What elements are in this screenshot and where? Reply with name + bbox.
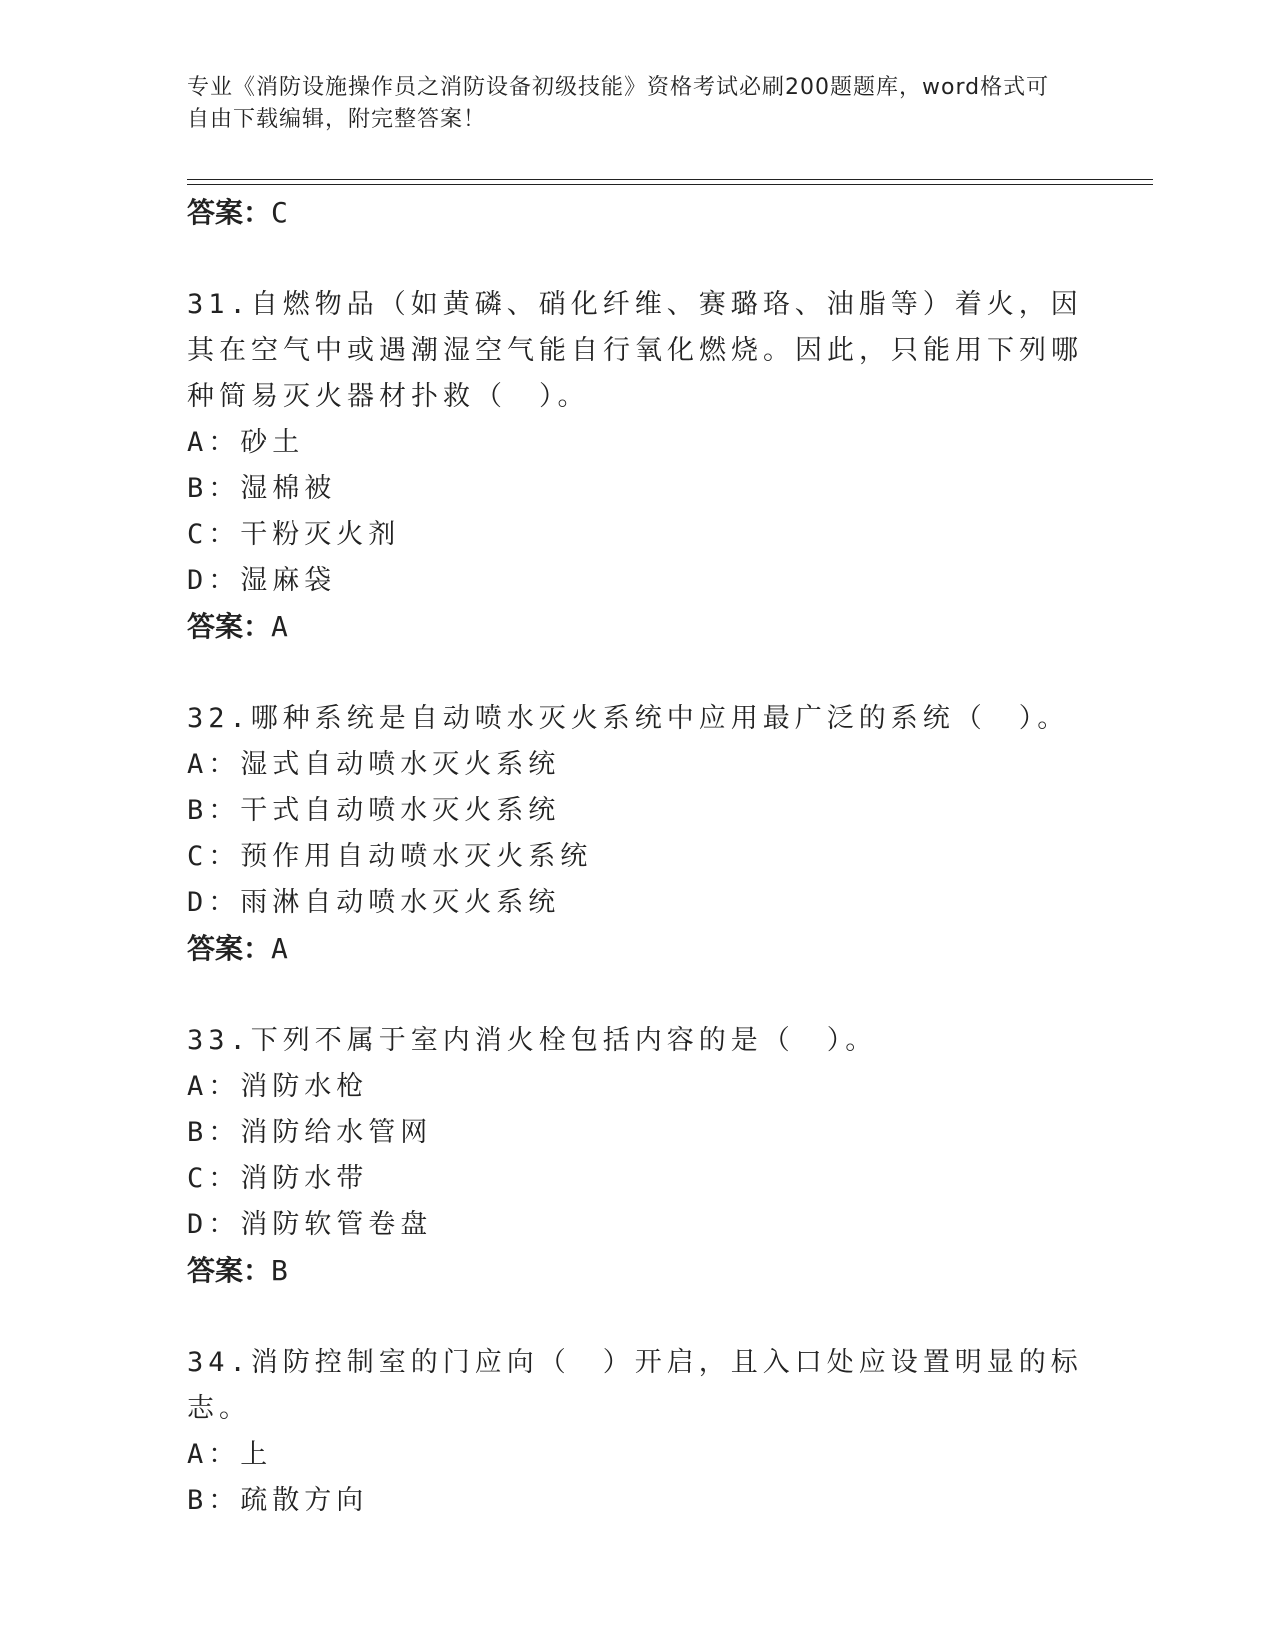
answer-line: [187, 190, 1087, 236]
question-block: [187, 696, 1087, 972]
document-header: 专业《消防设施操作员之消防设备初级技能》资格考试必刷200题题库，word格式可自由下载编辑，附完整答案！: [187, 75, 1050, 132]
answer-label: 答案：: [187, 1254, 272, 1287]
option-a: A：砂土: [187, 427, 305, 458]
spacer: [187, 972, 1087, 1018]
option-b: B：湿棉被: [187, 473, 337, 504]
answer-value: B: [271, 1254, 288, 1287]
answer-line: [187, 1248, 1087, 1294]
question-block: [187, 1340, 1087, 1524]
question-list: [187, 190, 1087, 1524]
header-rule-top: [187, 179, 1153, 180]
spacer: [187, 650, 1087, 696]
question-stem: 32.哪种系统是自动喷水灭火系统中应用最广泛的系统（ ）。: [187, 703, 1070, 734]
answer-label: 答案：: [187, 196, 272, 229]
option-d: D：雨淋自动喷水灭火系统: [187, 887, 561, 918]
answer-value: A: [271, 610, 288, 643]
answer-value: C: [271, 196, 288, 229]
answer-line: [187, 604, 1087, 650]
question-block: [187, 1018, 1087, 1294]
question-stem: 34.消防控制室的门应向（ ）开启，且入口处应设置明显的标志。: [187, 1347, 1083, 1424]
option-a: A：上: [187, 1439, 273, 1470]
spacer: [187, 1294, 1087, 1340]
option-d: D：湿麻袋: [187, 565, 337, 596]
option-b: B：疏散方向: [187, 1485, 369, 1516]
option-b: B：消防给水管网: [187, 1117, 433, 1148]
option-c: C：干粉灭火剂: [187, 519, 401, 550]
question-block: [187, 282, 1087, 650]
answer-label: 答案：: [187, 610, 272, 643]
option-a: A：湿式自动喷水灭火系统: [187, 749, 561, 780]
option-d: D：消防软管卷盘: [187, 1209, 433, 1240]
spacer: [187, 236, 1087, 282]
answer-label: 答案：: [187, 932, 272, 965]
option-b: B：干式自动喷水灭火系统: [187, 795, 561, 826]
option-c: C：消防水带: [187, 1163, 369, 1194]
option-a: A：消防水枪: [187, 1071, 369, 1102]
answer-line: [187, 926, 1087, 972]
header-rule-bottom: [187, 184, 1153, 185]
answer-value: A: [271, 932, 288, 965]
question-stem: 31.自燃物品（如黄磷、硝化纤维、赛璐珞、油脂等）着火，因其在空气中或遇潮湿空气能自行氧化燃烧。因此，只能用下列哪种简易灭火器材扑救（ ）。: [187, 289, 1083, 412]
question-stem: 33.下列不属于室内消火栓包括内容的是（ ）。: [187, 1025, 878, 1056]
option-c: C：预作用自动喷水灭火系统: [187, 841, 593, 872]
